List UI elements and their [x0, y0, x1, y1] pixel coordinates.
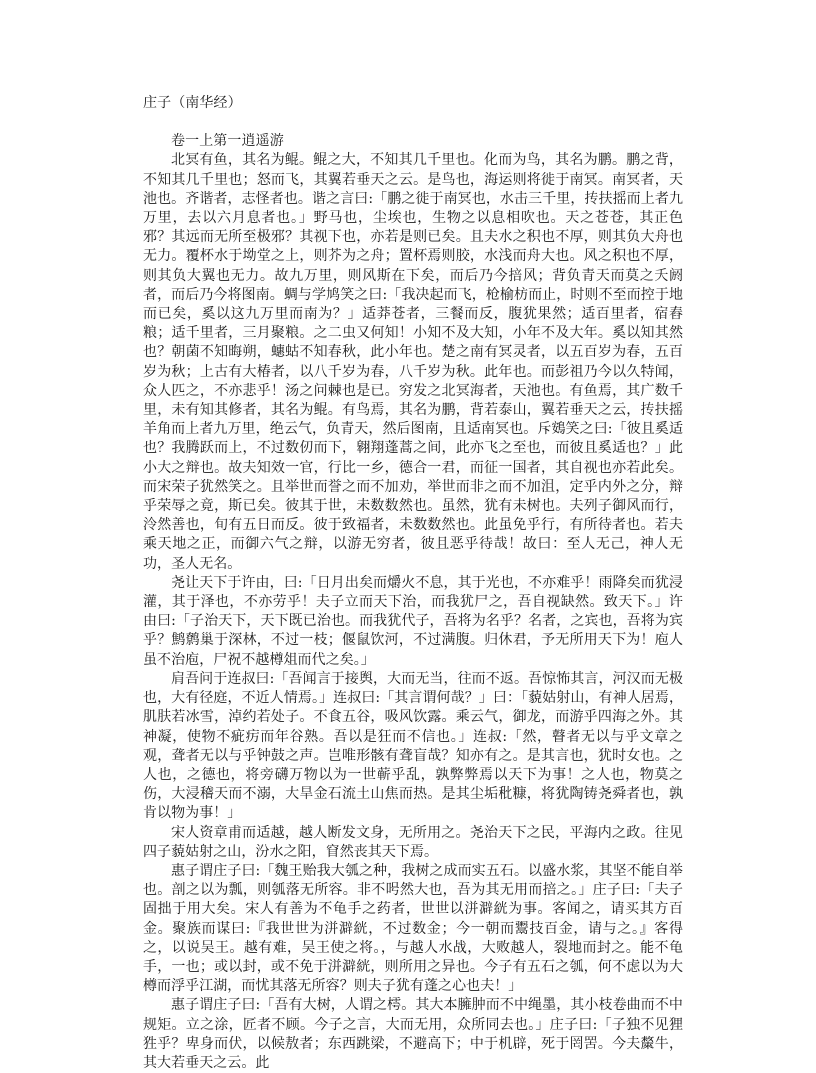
paragraph-6: 惠子谓庄子曰:「吾有大树，人谓之樗。其大本臃肿而不中绳墨，其小枝卷曲而不中规矩。立之涂，匠者不顾。今子之言，大而无用，众所同去也。」庄子曰:「子独不见狸狌乎？卑身而伏，以候敖者；东西跳梁，不避高下；中于机辟，死于罔罟。今夫斄牛，其大若垂天之云。此 — [143, 997, 683, 1071]
paragraph-2: 尧让天下于许由，曰:「日月出矣而爝火不息，其于光也，不亦难乎！雨降矣而犹浸灌，其于泽也，不亦劳乎！夫子立而天下治，而我犹尸之，吾自视缺然。致天下。」许由曰:「子治天下，天下既已治也。而我犹代子，吾将为名乎？名者，之宾也，吾将为宾乎？鹪鹩巢于深林，不过一枝；偃鼠饮河，不过满腹。归休君，予无所用天下为！庖人虽不治庖，尸祝不越樽俎而代之矣。」 — [143, 574, 683, 668]
document-body — [143, 94, 683, 1073]
document-title: 庄子（南华经） — [143, 95, 242, 111]
paragraph-4: 宋人资章甫而适越，越人断发文身，无所用之。尧治天下之民，平海内之政。往见四子藐姑射之山，汾水之阳，窅然丧其天下焉。 — [143, 824, 683, 860]
chapter-heading: 卷一上第一逍遥游 — [171, 133, 284, 150]
paragraph-1: 北冥有鱼，其名为鲲。鲲之大，不知其几千里也。化而为鸟，其名为鹏。鹏之背，不知其几千里也；怒而飞，其翼若垂天之云。是鸟也，海运则将徙于南冥。南冥者，天池也。齐谐者，志怪者也。谐之言曰:「鹏之徙于南冥也，水击三千里，抟扶摇而上者九万里，去以六月息者也。」野马也，尘埃也，生物之以息相吹也。天之苍苍，其正色邪？其远而无所至极邪？其视下也，亦若是则已矣。且夫水之积也不厚，则其负大舟也无力。覆杯水于坳堂之上，则芥为之舟；置杯焉则胶，水浅而舟大也。风之积也不厚，则其负大翼也无力。故九万里，则风斯在下矣，而后乃今掊风；背负青天而莫之夭阏者，而后乃今将图南。蜩与学鸠笑之曰:「我决起而飞，枪榆枋而止，时则不至而控于地而已矣，奚以这九万里而南为？」适莽苍者，三餐而反，腹犹果然；适百里者，宿舂粮；适千里者，三月聚粮。之二虫又何知！小知不及大知，小年不及大年。奚以知其然也？朝菌不知晦朔，蟪蛄不知春秋，此小年也。楚之南有冥灵者，以五百岁为春，五百岁为秋；上古有大椿者，以八千岁为春，八千岁为秋。此年也。而彭祖乃今以久特闻，众人匹之，不亦悲乎！汤之问棘也是已。穷发之北冥海者，天池也。有鱼焉，其广数千里，未有知其修者，其名为鲲。有鸟焉，其名为鹏，背若泰山，翼若垂天之云，抟扶摇羊角而上者九万里，绝云气，负青天，然后图南，且适南冥也。斥鴳笑之曰:「彼且奚适也？我腾跃而上，不过数仞而下，翱翔蓬蒿之间，此亦飞之至也，而彼且奚适也？」此小大之辩也。故夫知效一官，行比一乡，德合一君，而征一国者，其自视也亦若此矣。而宋荣子犹然笑之。且举世而誉之而不加劝，举世而非之而不加沮，定乎内外之分，辩乎荣辱之竟，斯已矣。彼其于世，未数数然也。虽然，犹有未树也。夫列子御风而行，泠然善也，旬有五日而反。彼于致福者，未数数然也。此虽免乎行，有所待者也。若夫乘天地之正，而御六气之辩，以游无穷者，彼且恶乎待哉！故曰：至人无己，神人无功，圣人无名。 — [143, 152, 683, 572]
paragraph-5: 惠子谓庄子曰:「魏王贻我大瓠之种，我树之成而实五石。以盛水浆，其坚不能自举也。剖之以为瓢，则瓠落无所容。非不呺然大也，吾为其无用而掊之。」庄子曰:「夫子固拙于用大矣。宋人有善为不龟手之药者，世世以洴澼絖为事。客闻之，请买其方百金。聚族而谋曰:『我世世为洴澼絖，不过数金；今一朝而鬻技百金，请与之。』客得之，以说吴王。越有难，吴王使之将。，与越人水战，大败越人，裂地而封之。能不龟手，一也；或以封，或不免于洴澼絖，则所用之异也。今子有五石之瓠，何不虑以为大樽而浮乎江湖，而忧其落无所容？则夫子犹有蓬之心也夫！」 — [143, 862, 683, 995]
paragraph-3: 肩吾问于连叔曰:「吾闻言于接舆，大而无当，往而不返。吾惊怖其言，河汉而无极也，大有径庭，不近人情焉。」连叔曰:「其言谓何哉？」曰：「藐姑射山，有神人居焉，肌肤若冰雪，淖约若处子。不食五谷，吸风饮露。乘云气，御龙，而游乎四海之外。其神凝，使物不疵疠而年谷熟。吾以是狂而不信也。」连叔:「然，瞽者无以与乎文章之观，聋者无以与乎钟鼓之声。岂唯形骸有聋盲哉？知亦有之。是其言也，犹时女也。之人也，之德也，将旁礴万物以为一世蕲乎乱，孰弊弊焉以天下为事！之人也，物莫之伤，大浸稽天而不溺，大旱金石流土山焦而热。是其尘垢秕糠，将犹陶铸尧舜者也，孰肯以物为事！」 — [143, 670, 683, 822]
